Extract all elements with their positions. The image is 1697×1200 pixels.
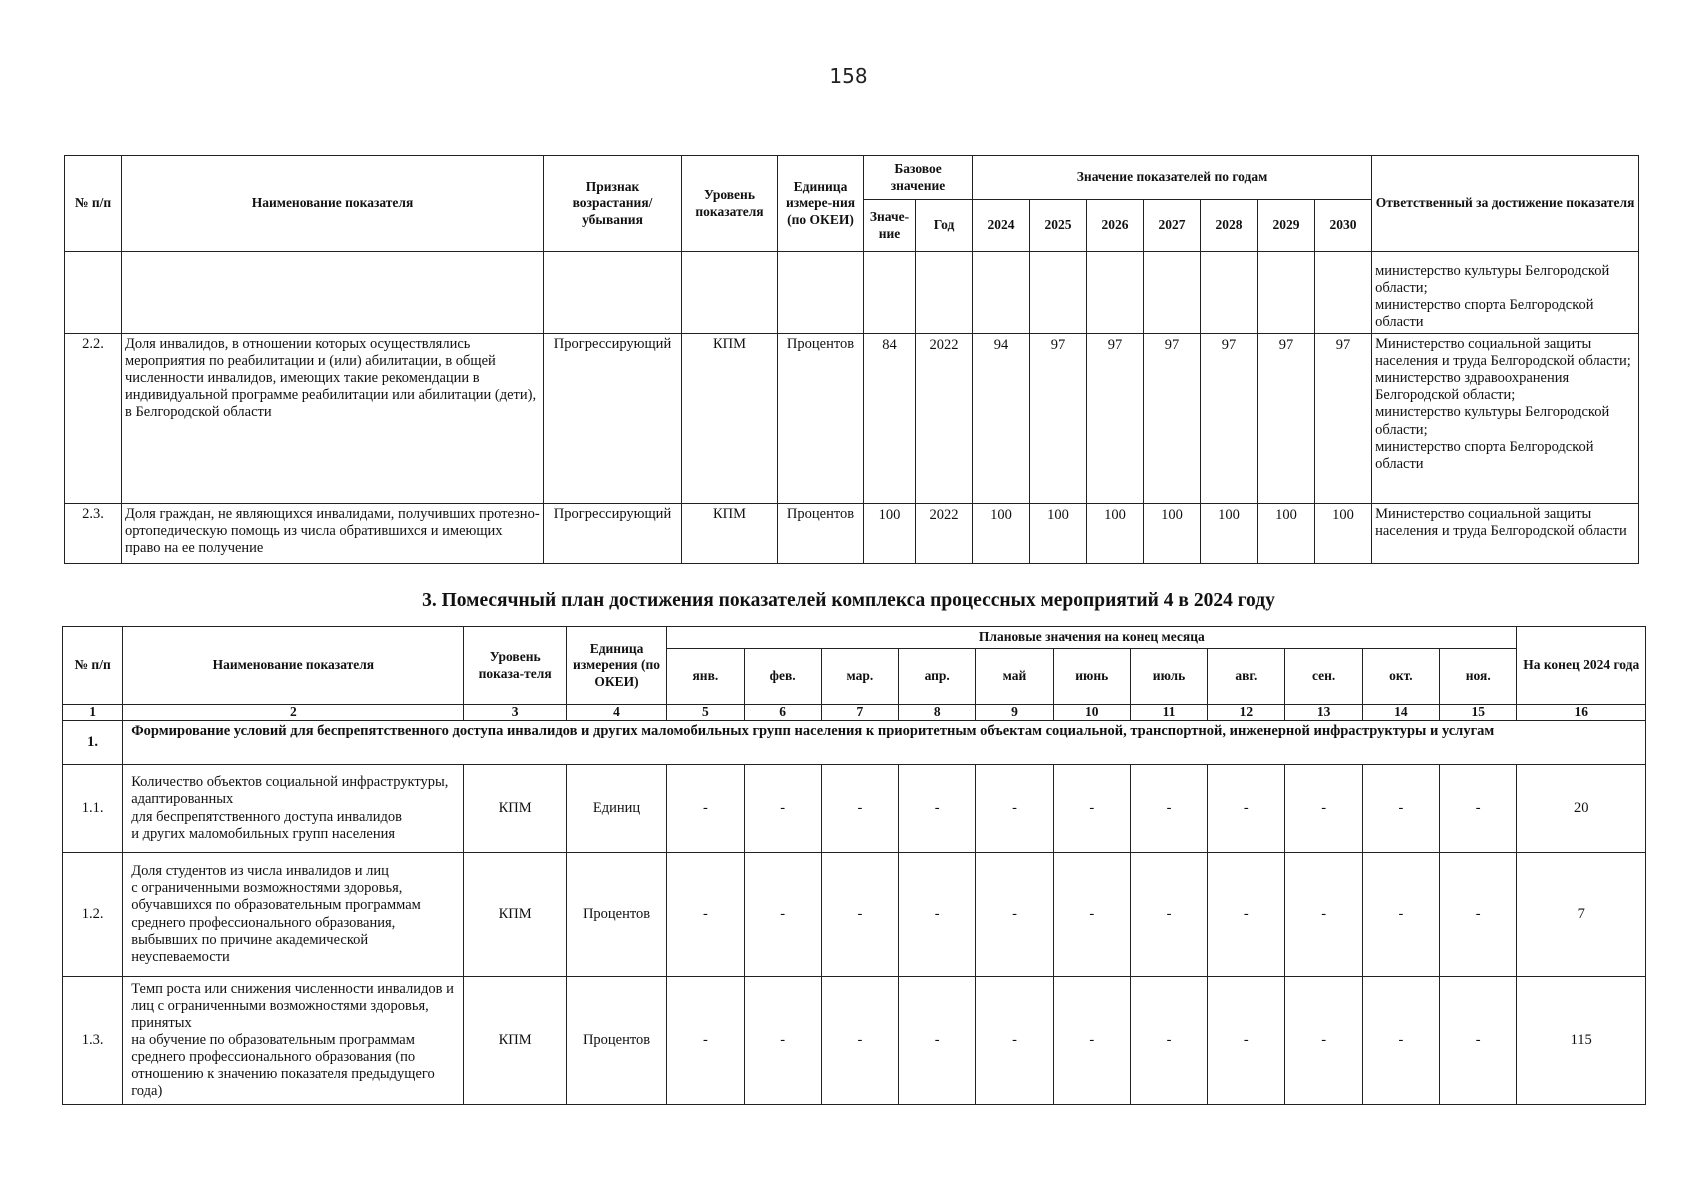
col-header-month: авг. <box>1208 649 1285 705</box>
col-header-year: 2030 <box>1315 200 1372 252</box>
col-header-month: май <box>976 649 1053 705</box>
month-value-cell: - <box>1285 853 1362 977</box>
level-cell: КПМ <box>464 853 566 977</box>
group-num: 1. <box>63 721 123 765</box>
column-index: 16 <box>1517 705 1646 721</box>
group-row <box>63 721 1646 765</box>
col-header-level: Уровень показателя <box>682 156 778 252</box>
col-header-trend: Признак возрастания/ убывания <box>544 156 682 252</box>
col-header-year: 2027 <box>1144 200 1201 252</box>
column-index: 14 <box>1362 705 1439 721</box>
trend-cell: Прогрессирующий <box>544 334 682 504</box>
year-end-value: 115 <box>1517 977 1646 1105</box>
col-header-year-end: На конец 2024 года <box>1517 627 1646 705</box>
month-value-cell: - <box>899 853 976 977</box>
month-value-cell: - <box>1285 977 1362 1105</box>
table-row-continued <box>65 252 1639 334</box>
responsible-cell: Министерство социальной защиты населения и труда Белгородской области <box>1372 504 1639 564</box>
indicator-name: Доля инвалидов, в отношении которых осуществлялись мероприятия по реабилитации и (или) абилитации, в общей численности инвалидов, имеющих такие рекомендации в индивидуальной программе реабилитации или абилитации (дети), в Белгородской области <box>122 334 544 504</box>
monthly-plan-table <box>62 626 1646 1105</box>
indicator-name: Количество объектов социальной инфраструктуры, адаптированных для беспрепятственного доступа инвалидов и других маломобильных групп населения <box>123 765 464 853</box>
col-header-num: № п/п <box>65 156 122 252</box>
col-header-month: апр. <box>899 649 976 705</box>
row-num: 1.3. <box>63 977 123 1105</box>
col-header-level: Уровень показа-теля <box>464 627 566 705</box>
column-index: 15 <box>1440 705 1517 721</box>
month-value-cell: - <box>1208 977 1285 1105</box>
month-value-cell: - <box>976 853 1053 977</box>
month-value-cell: - <box>667 765 744 853</box>
column-index: 2 <box>123 705 464 721</box>
col-header-num: № п/п <box>63 627 123 705</box>
month-value-cell: - <box>821 853 898 977</box>
column-index-row <box>63 705 1646 721</box>
month-value-cell: - <box>1440 765 1517 853</box>
unit-cell: Процентов <box>566 977 666 1105</box>
year-value-cell: 97 <box>1030 334 1087 504</box>
month-value-cell: - <box>899 977 976 1105</box>
unit-cell: Процентов <box>778 334 864 504</box>
month-value-cell: - <box>821 977 898 1105</box>
col-header-year: 2026 <box>1087 200 1144 252</box>
row-num: 1.1. <box>63 765 123 853</box>
month-value-cell: - <box>1362 765 1439 853</box>
month-value-cell: - <box>1053 853 1130 977</box>
month-value-cell: - <box>1362 977 1439 1105</box>
col-header-base-value: Значе-ние <box>864 200 916 252</box>
base-year-cell: 2022 <box>916 334 973 504</box>
month-value-cell: - <box>1285 765 1362 853</box>
col-header-months-group: Плановые значения на конец месяца <box>667 627 1517 649</box>
base-year-cell: 2022 <box>916 504 973 564</box>
col-header-name: Наименование показателя <box>123 627 464 705</box>
level-cell: КПМ <box>682 334 778 504</box>
indicator-name: Доля граждан, не являющихся инвалидами, получивших протезно-ортопедическую помощь из числа обратившихся и имеющих право на ее получение <box>122 504 544 564</box>
year-value-cell: 100 <box>1201 504 1258 564</box>
col-header-years-group: Значение показателей по годам <box>973 156 1372 200</box>
month-value-cell: - <box>1362 853 1439 977</box>
column-index: 11 <box>1130 705 1207 721</box>
month-value-cell: - <box>1130 853 1207 977</box>
column-index: 12 <box>1208 705 1285 721</box>
group-title: Формирование условий для беспрепятственного доступа инвалидов и других маломобильных групп населения к приоритетным объектам социальной, транспортной, инженерной инфраструктуры и услугам <box>123 721 1646 765</box>
col-header-base-year: Год <box>916 200 973 252</box>
month-value-cell: - <box>1440 853 1517 977</box>
table-row <box>65 334 1639 504</box>
level-cell: КПМ <box>464 765 566 853</box>
trend-cell: Прогрессирующий <box>544 504 682 564</box>
month-value-cell: - <box>1053 977 1130 1105</box>
year-value-cell: 100 <box>1144 504 1201 564</box>
column-index: 8 <box>899 705 976 721</box>
month-value-cell: - <box>1208 853 1285 977</box>
year-value-cell: 97 <box>1087 334 1144 504</box>
col-header-month: июнь <box>1053 649 1130 705</box>
month-value-cell: - <box>976 977 1053 1105</box>
year-value-cell: 100 <box>1258 504 1315 564</box>
table-row <box>63 765 1646 853</box>
month-value-cell: - <box>1440 977 1517 1105</box>
year-value-cell: 100 <box>1087 504 1144 564</box>
indicator-name: Темп роста или снижения численности инвалидов и лиц с ограниченными возможностями здоровья, принятых на обучение по образовательным программам среднего профессионального образования (по отношению к значению показателя предыдущего года) <box>123 977 464 1105</box>
year-end-value: 20 <box>1517 765 1646 853</box>
base-value-cell: 100 <box>864 504 916 564</box>
column-index: 10 <box>1053 705 1130 721</box>
column-index: 3 <box>464 705 566 721</box>
year-value-cell: 97 <box>1144 334 1201 504</box>
indicators-by-year-table <box>64 155 1639 564</box>
month-value-cell: - <box>821 765 898 853</box>
col-header-month: июль <box>1130 649 1207 705</box>
year-value-cell: 94 <box>973 334 1030 504</box>
year-value-cell: 97 <box>1315 334 1372 504</box>
row-num: 2.2. <box>65 334 122 504</box>
col-header-unit: Единица измерения (по ОКЕИ) <box>566 627 666 705</box>
col-header-month: ноя. <box>1440 649 1517 705</box>
month-value-cell: - <box>1130 977 1207 1105</box>
column-index: 4 <box>566 705 666 721</box>
col-header-responsible: Ответственный за достижение показателя <box>1372 156 1639 252</box>
base-value-cell: 84 <box>864 334 916 504</box>
unit-cell: Единиц <box>566 765 666 853</box>
month-value-cell: - <box>1053 765 1130 853</box>
col-header-year: 2025 <box>1030 200 1087 252</box>
column-index: 7 <box>821 705 898 721</box>
column-index: 6 <box>744 705 821 721</box>
column-index: 13 <box>1285 705 1362 721</box>
col-header-year: 2028 <box>1201 200 1258 252</box>
level-cell: КПМ <box>682 504 778 564</box>
section-title: 3. Помесячный план достижения показателей комплекса процессных мероприятий 4 в 2024 году <box>422 590 1275 611</box>
col-header-name: Наименование показателя <box>122 156 544 252</box>
table-row <box>63 853 1646 977</box>
month-value-cell: - <box>667 977 744 1105</box>
year-value-cell: 97 <box>1258 334 1315 504</box>
col-header-month: янв. <box>667 649 744 705</box>
col-header-year: 2029 <box>1258 200 1315 252</box>
month-value-cell: - <box>1130 765 1207 853</box>
row-num: 2.3. <box>65 504 122 564</box>
col-header-year: 2024 <box>973 200 1030 252</box>
month-value-cell: - <box>667 853 744 977</box>
year-value-cell: 100 <box>1315 504 1372 564</box>
level-cell: КПМ <box>464 977 566 1105</box>
month-value-cell: - <box>1208 765 1285 853</box>
col-header-unit: Единица измере-ния (по ОКЕИ) <box>778 156 864 252</box>
year-end-value: 7 <box>1517 853 1646 977</box>
unit-cell: Процентов <box>778 504 864 564</box>
month-value-cell: - <box>744 853 821 977</box>
month-value-cell: - <box>744 977 821 1105</box>
responsible-cell: Министерство социальной защиты населения и труда Белгородской области; министерство здравоохранения Белгородской области; министерство культуры Белгородской области; министерство спорта Белгородской области <box>1372 334 1639 504</box>
year-value-cell: 100 <box>973 504 1030 564</box>
row-num: 1.2. <box>63 853 123 977</box>
month-value-cell: - <box>976 765 1053 853</box>
col-header-month: сен. <box>1285 649 1362 705</box>
year-value-cell: 100 <box>1030 504 1087 564</box>
responsible-cell: министерство культуры Белгородской области; министерство спорта Белгородской области <box>1372 252 1639 334</box>
month-value-cell: - <box>899 765 976 853</box>
column-index: 9 <box>976 705 1053 721</box>
page-number: 158 <box>829 64 868 88</box>
table-row <box>65 504 1639 564</box>
month-value-cell: - <box>744 765 821 853</box>
col-header-base: Базовое значение <box>864 156 973 200</box>
column-index: 5 <box>667 705 744 721</box>
year-value-cell: 97 <box>1201 334 1258 504</box>
col-header-month: мар. <box>821 649 898 705</box>
table-row <box>63 977 1646 1105</box>
col-header-month: фев. <box>744 649 821 705</box>
unit-cell: Процентов <box>566 853 666 977</box>
col-header-month: окт. <box>1362 649 1439 705</box>
column-index: 1 <box>63 705 123 721</box>
indicator-name: Доля студентов из числа инвалидов и лиц с ограниченными возможностями здоровья, обучавшихся по образовательным программам среднего профессионального образования, выбывших по причине академической неуспеваемости <box>123 853 464 977</box>
